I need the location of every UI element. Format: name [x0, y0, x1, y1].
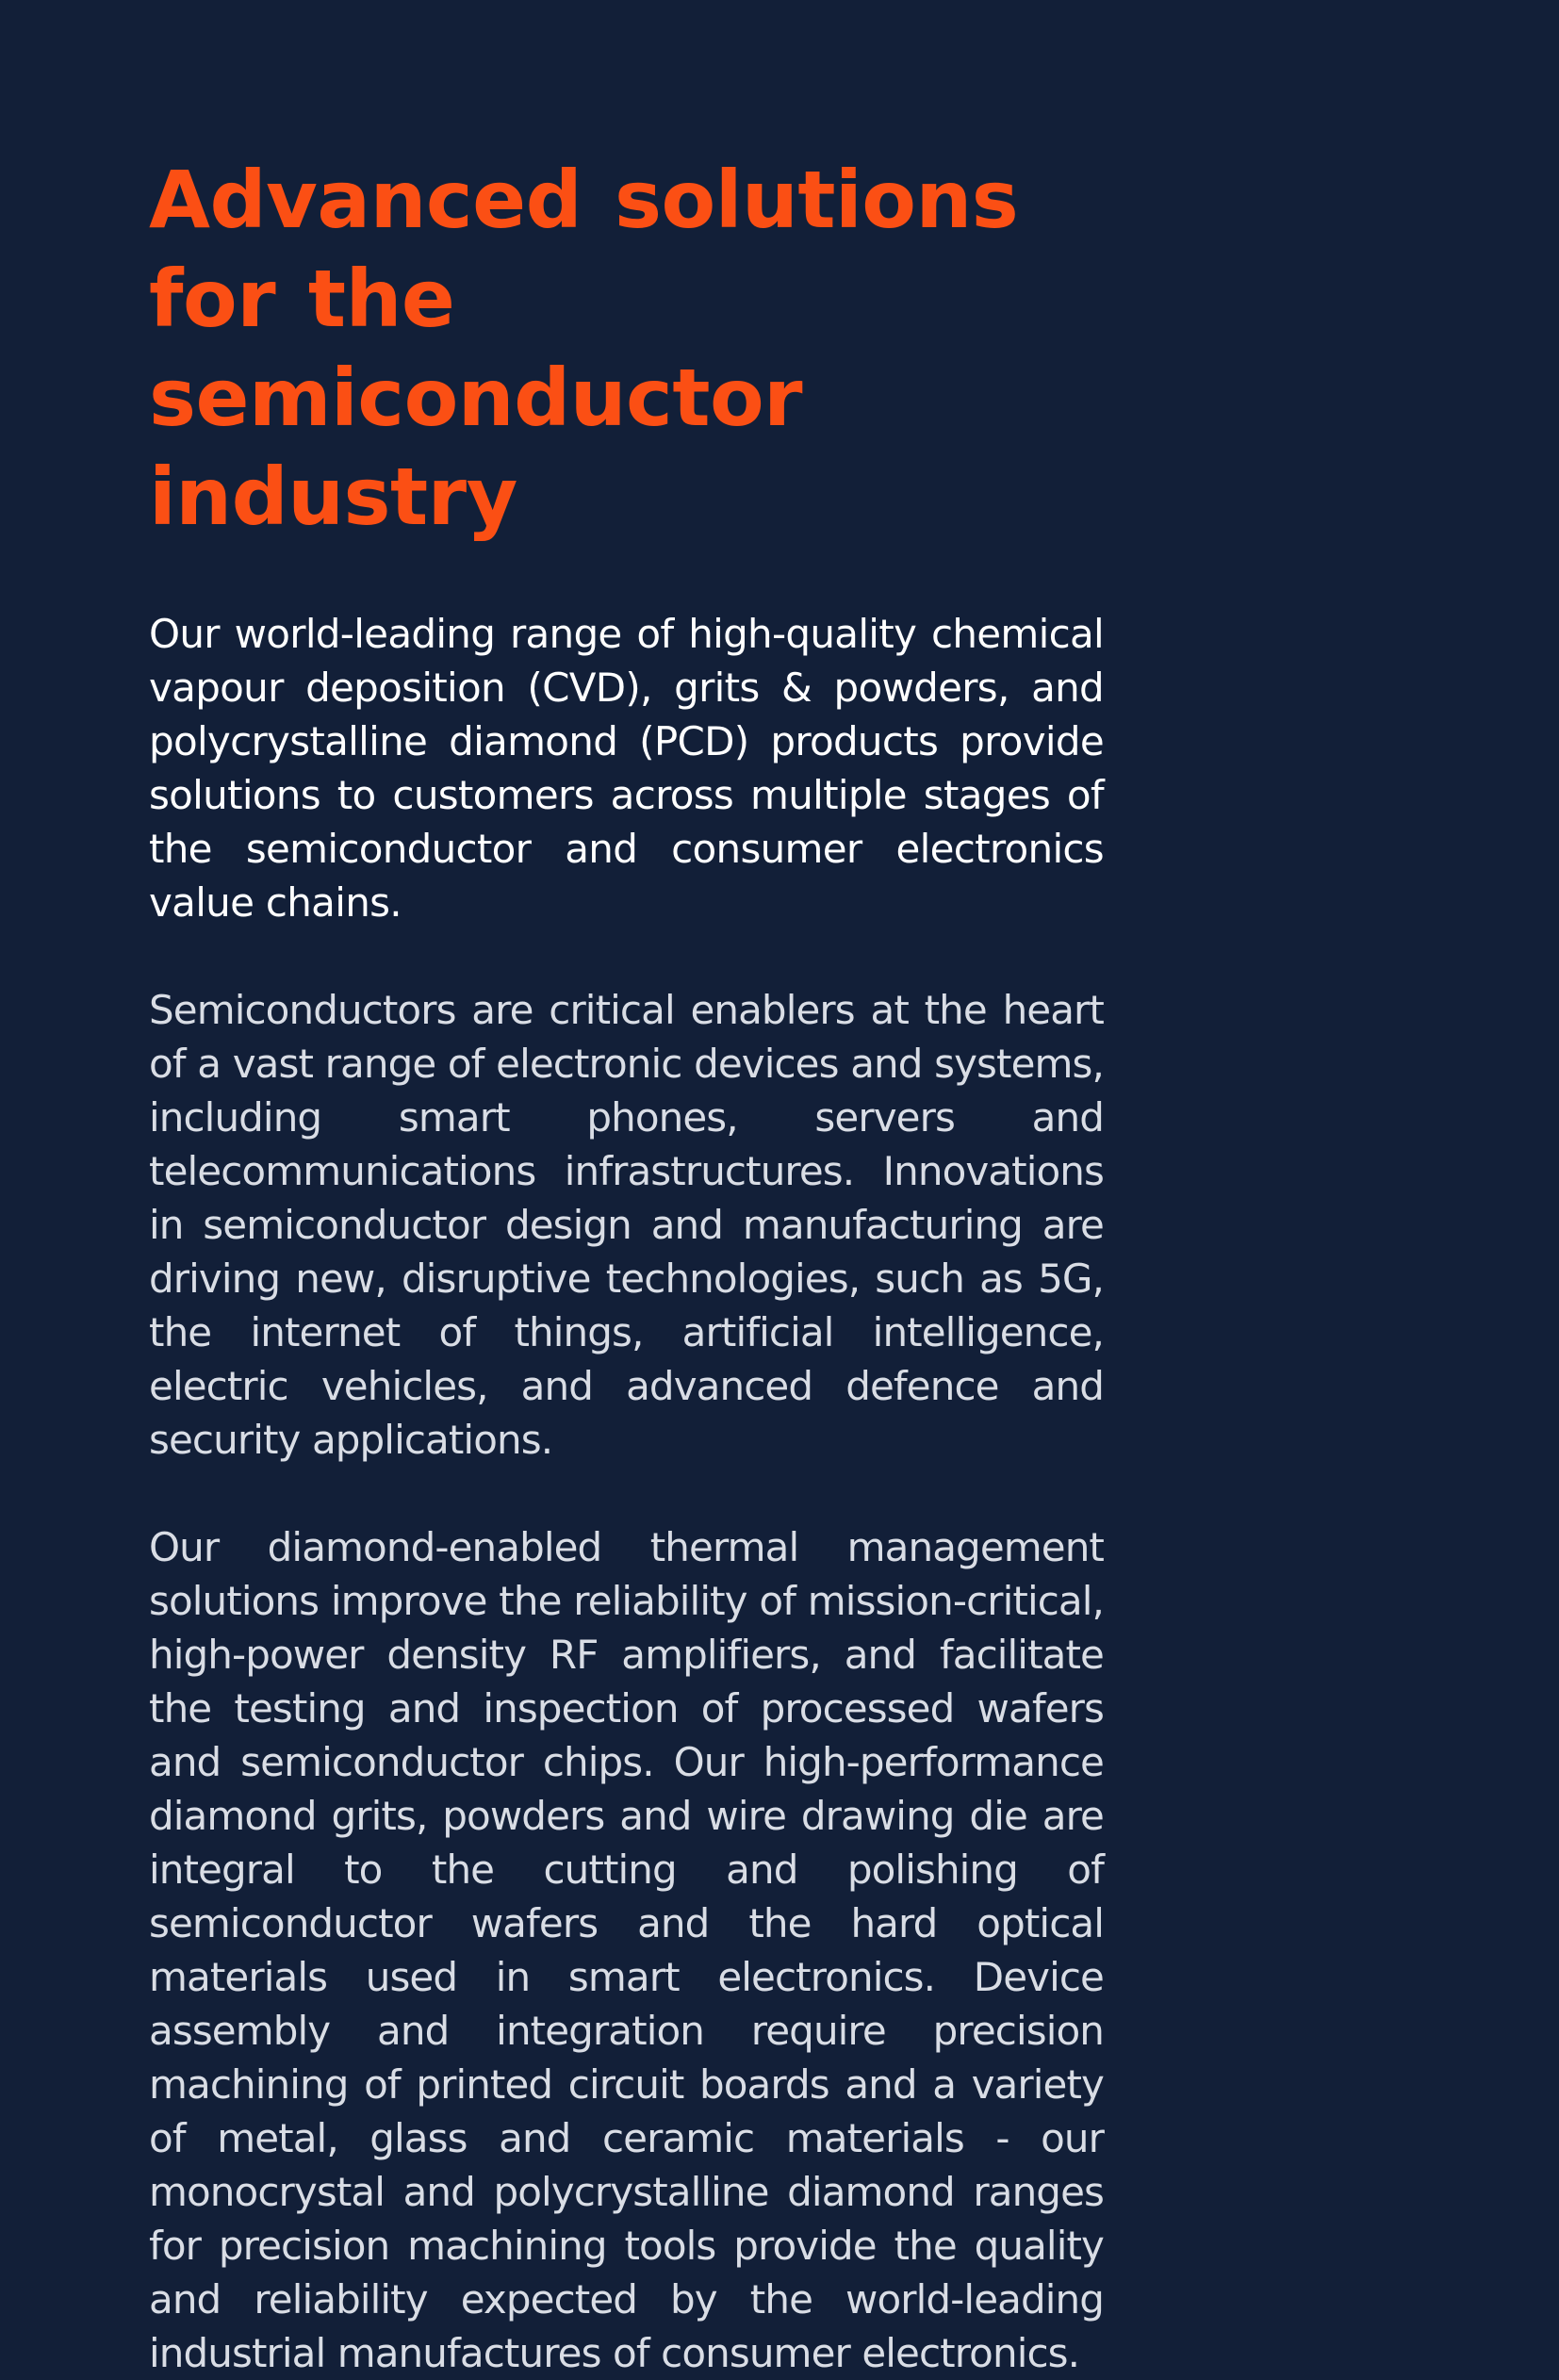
page-title: Advanced solutions for the semiconductor industry — [149, 154, 1019, 543]
text-column — [149, 151, 1104, 2380]
intro-paragraph: Our world-leading range of high-quality chemical vapour deposition (CVD), grits & powders, and polycrystalline diamond (PCD) products provide solutions to customers across multiple stages of the semiconductor and consumer electronics value chains. — [149, 611, 1104, 926]
body-paragraph-thermal-management: Our diamond-enabled thermal management solutions improve the reliability of mission-critical, high-power density RF amplifiers, and facilitate the testing and inspection of processed wafers and semiconductor chips. Our high-performance diamond grits, powders and wire drawing die are integral to the cutting and polishing of semiconductor wafers and the hard optical materials used in smart electronics. Device assembly and integration require precision machining of printed circuit boards and a variety of metal, glass and ceramic materials - our monocrystal and polycrystalline diamond ranges for precision machining tools provide the quality and reliability expected by the world-leading industrial manufactures of consumer electronics. — [149, 1524, 1104, 2376]
body-paragraph-semiconductors: Semiconductors are critical enablers at the heart of a vast range of electronic devices and systems, including smart phones, servers and telecommunications infrastructures. Innovations in semiconductor design and manufacturing are driving new, disruptive technologies, such as 5G, the internet of things, artificial intelligence, electric vehicles, and advanced defence and security applications. — [149, 987, 1104, 1463]
